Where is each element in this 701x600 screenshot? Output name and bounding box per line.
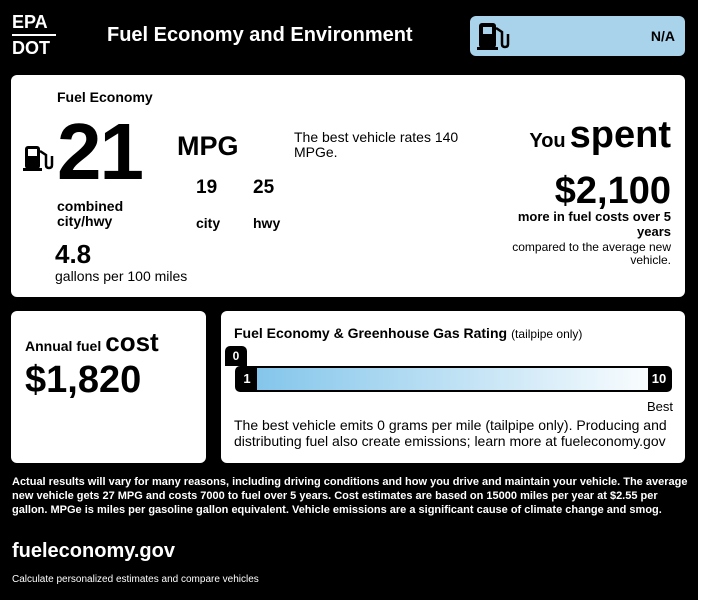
combined-label-line2: city/hwy (57, 213, 113, 229)
vehicle-type-box (470, 16, 685, 56)
disclaimer-text: Actual results will vary for many reasons, including driving conditions and how you drive and maintain your vehicle. The average new vehicle gets 27 MPG and costs 7000 to fuel over 5 years. Cost estimates are based on 15000 miles per year at $2.55 per gallon. MPGe is miles per gasoline gallon equivalent. Vehicle emissions are a significant cause of climate change and smog. (12, 476, 688, 516)
rating-scale-min: 1 (237, 368, 257, 390)
city-mpg-value: 19 (196, 177, 218, 198)
label-title: Fuel Economy and Environment (107, 24, 413, 46)
gallons-value: 4.8 (55, 239, 92, 269)
label-header (0, 0, 698, 68)
rating-scale-max: 10 (648, 368, 670, 390)
combined-mpg-value: 21 (57, 107, 142, 196)
fueleconomy-subtext: Calculate personalized estimates and compare vehicles (12, 574, 259, 585)
rating-title-note: (tailpipe only) (511, 327, 583, 341)
combined-label-line1: combined (57, 198, 124, 214)
spent-amount: $2,100 (554, 170, 671, 212)
hwy-label: hwy (253, 215, 281, 231)
vehicle-type-value: N/A (650, 28, 675, 44)
spent-compared-label: compared to the average new vehicle. (512, 240, 671, 267)
annual-cost-word: cost (105, 327, 159, 357)
rating-scale-bar (235, 366, 672, 392)
annual-cost-heading (25, 327, 159, 358)
spent-word: spent (569, 114, 671, 156)
rating-marker: 0 (225, 346, 247, 366)
fuel-pump-icon (476, 20, 510, 57)
annual-cost-panel (11, 311, 206, 463)
spent-heading (529, 113, 671, 165)
fuel-economy-panel (11, 75, 685, 297)
mpg-unit: MPG (177, 131, 239, 161)
rating-description: The best vehicle emits 0 grams per mile (tailpipe only). Producing and distributing fuel also create emissions; learn more at fueleconomy.gov (234, 417, 667, 449)
combined-label (57, 199, 123, 229)
agency-mark (12, 12, 56, 58)
city-label: city (196, 215, 221, 231)
spent-you: You (529, 130, 566, 152)
fuel-pump-icon (23, 143, 55, 178)
ghg-rating-panel (221, 311, 685, 463)
fueleconomy-link[interactable]: fueleconomy.gov (12, 540, 175, 562)
rating-title (234, 325, 582, 341)
spent-more-label: more in fuel costs over 5 years (517, 209, 671, 239)
rating-title-text: Fuel Economy & Greenhouse Gas Rating (234, 325, 508, 341)
spent-block (529, 113, 671, 213)
annual-cost-amount: $1,820 (25, 359, 142, 401)
best-vehicle-note: The best vehicle rates 140 MPGe. (294, 129, 459, 160)
hwy-mpg-value: 25 (253, 177, 275, 198)
rating-best-label: Best (646, 399, 673, 414)
annual-fuel-label: Annual fuel (25, 338, 102, 354)
gallons-label: gallons per 100 miles (55, 268, 188, 284)
agency-epa: EPA (12, 12, 56, 36)
agency-dot: DOT (12, 38, 50, 58)
fuel-economy-title: Fuel Economy (57, 89, 153, 105)
